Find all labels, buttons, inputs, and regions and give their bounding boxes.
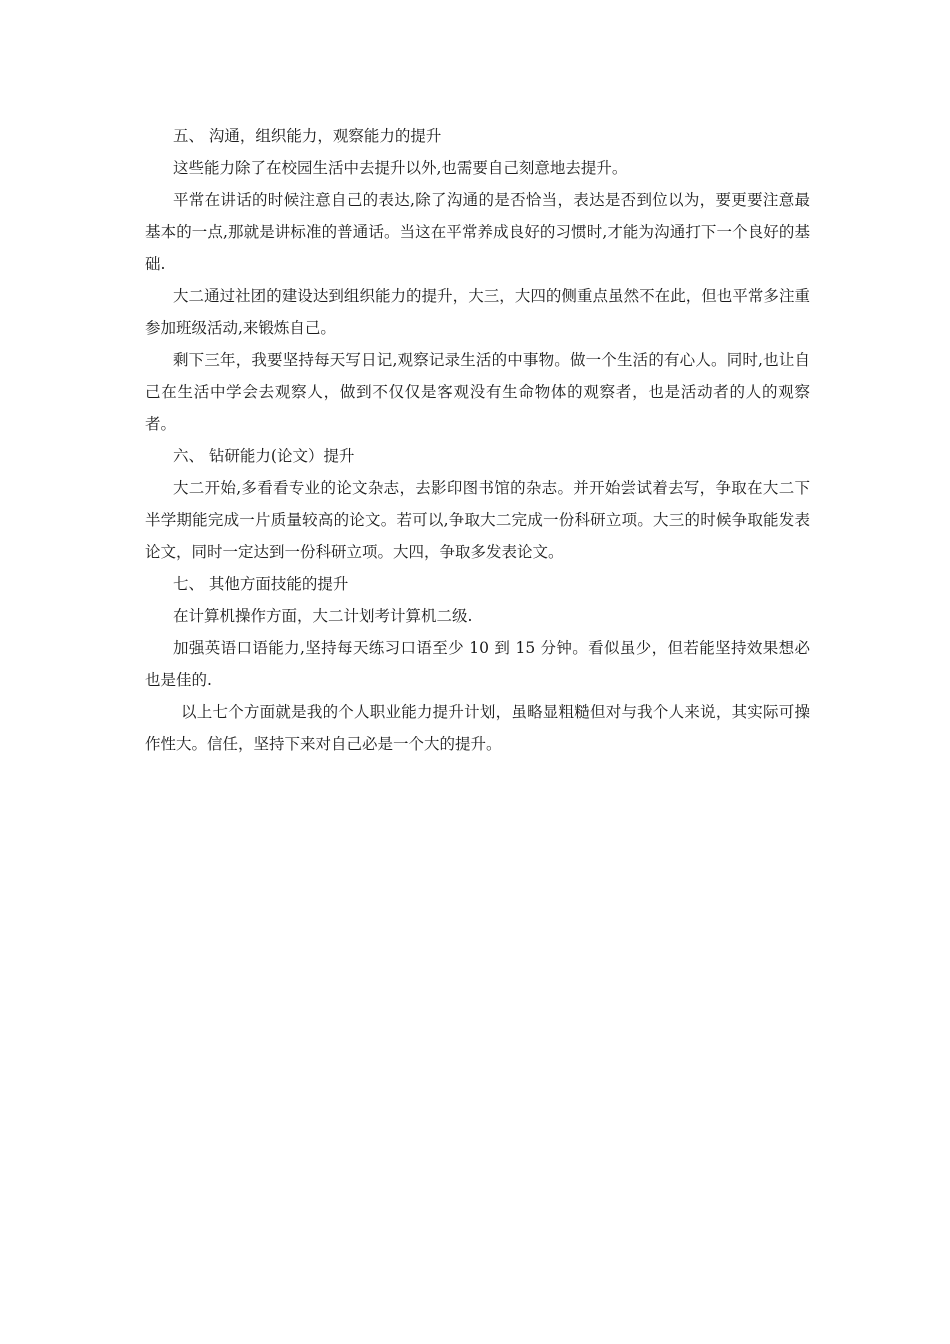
paragraph: 这些能力除了在校园生活中去提升以外,也需要自己刻意地去提升。 xyxy=(173,159,628,177)
section-heading-5: 五、 沟通，组织能力，观察能力的提升 xyxy=(173,127,442,145)
section-heading-6: 六、 钻研能力(论文）提升 xyxy=(173,447,355,465)
closing-paragraph: 以上七个方面就是我的个人职业能力提升计划，虽略显粗糙但对与我个人来说，其实际可操作性大。信任，坚持下来对自己必是一个大的提升。 xyxy=(145,703,810,753)
section-heading-7: 七、 其他方面技能的提升 xyxy=(173,575,349,593)
paragraph: 剩下三年，我要坚持每天写日记,观察记录生活的中事物。做一个生活的有心人。同时,也让自己在生活中学会去观察人，做到不仅仅是客观没有生命物体的观察者，也是活动者的人的观察者。 xyxy=(145,351,810,433)
paragraph: 大二开始,多看看专业的论文杂志，去影印图书馆的杂志。并开始尝试着去写，争取在大二下半学期能完成一片质量较高的论文。若可以,争取大二完成一份科研立项。大三的时候争取能发表论文，同时一定达到一份科研立项。大四，争取多发表论文。 xyxy=(145,479,810,561)
paragraph: 在计算机操作方面，大二计划考计算机二级. xyxy=(173,607,473,625)
paragraph: 大二通过社团的建设达到组织能力的提升，大三，大四的侧重点虽然不在此，但也平常多注重参加班级活动,来锻炼自己。 xyxy=(145,287,810,337)
paragraph: 平常在讲话的时候注意自己的表达,除了沟通的是否恰当，表达是否到位以为，要更要注意最基本的一点,那就是讲标准的普通话。当这在平常养成良好的习惯时,才能为沟通打下一个良好的基础. xyxy=(145,191,810,273)
document-body xyxy=(145,120,810,760)
paragraph: 加强英语口语能力,坚持每天练习口语至少 10 到 15 分钟。看似虽少，但若能坚持效果想必也是佳的. xyxy=(145,639,810,689)
